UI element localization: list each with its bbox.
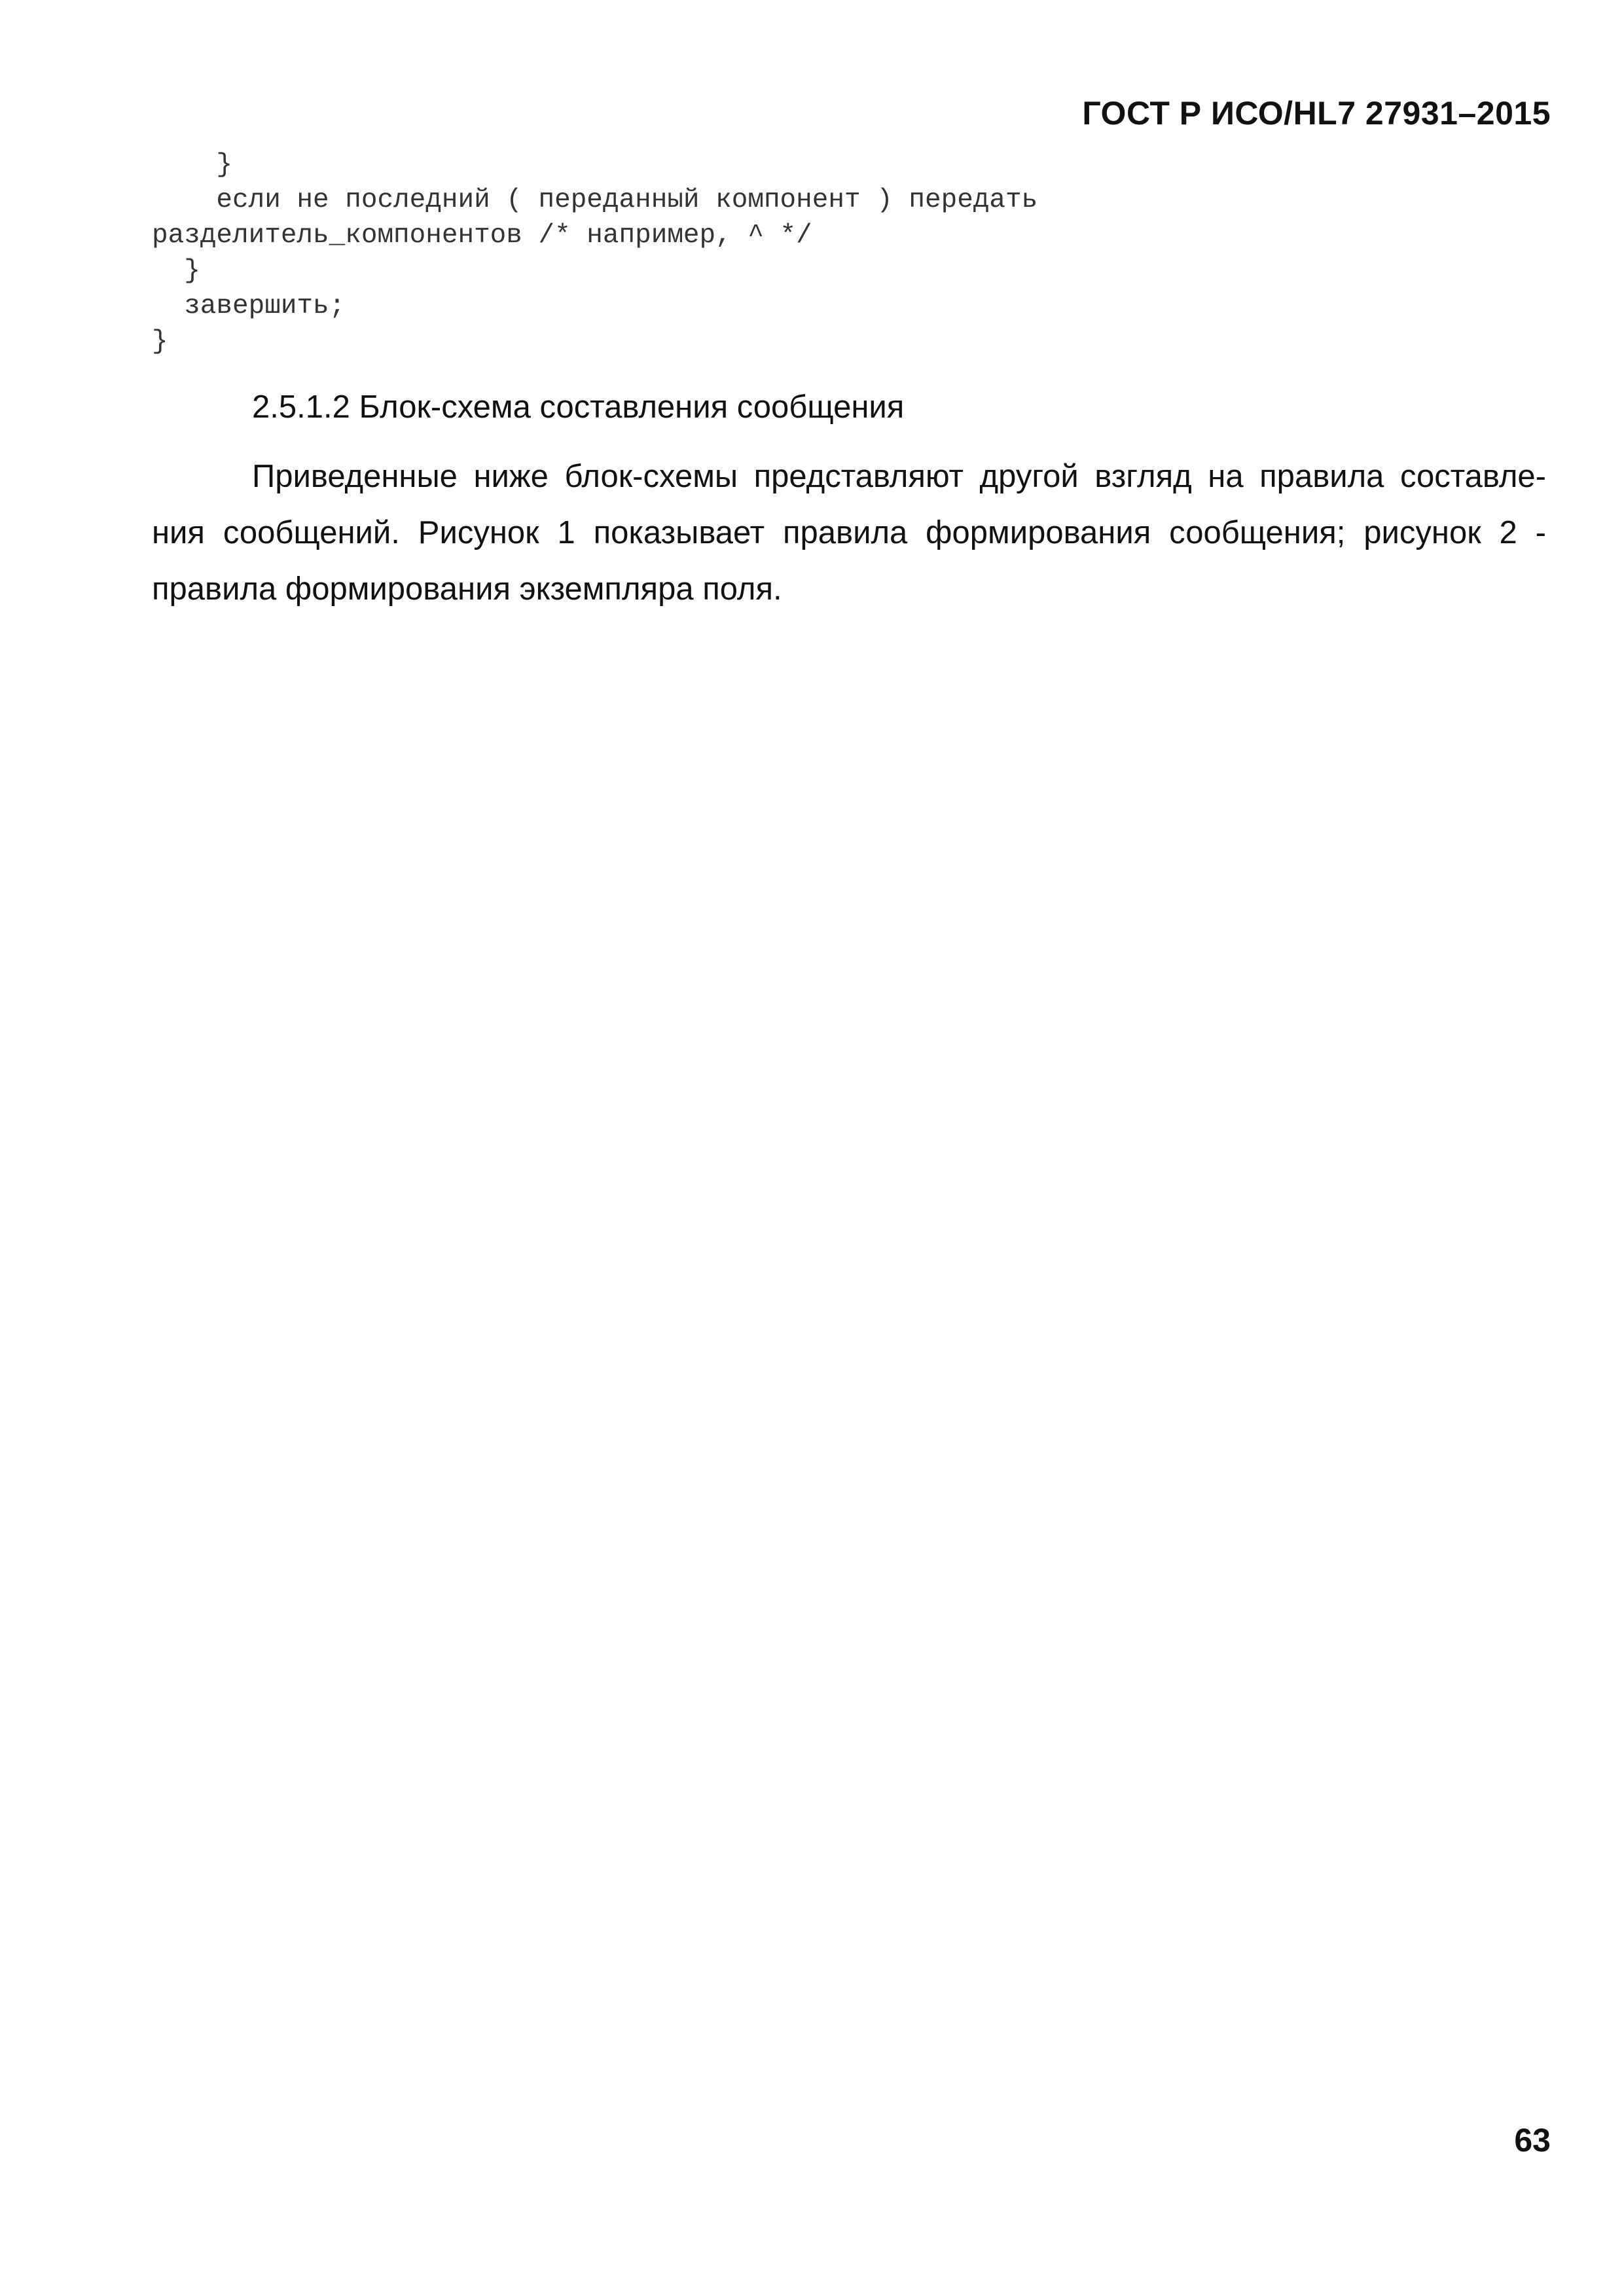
- body-paragraph: [152, 448, 1546, 617]
- code-line: }: [152, 150, 233, 180]
- paragraph-line: правила формирования экземпляра поля.: [152, 571, 782, 607]
- code-block: [152, 147, 1038, 359]
- code-line: }: [152, 327, 168, 357]
- code-line: завершить;: [152, 291, 346, 321]
- section-heading: 2.5.1.2 Блок-схема составления сообщения: [252, 389, 905, 425]
- document-header-standard-id: ГОСТ Р ИСО/HL7 27931–2015: [1082, 95, 1551, 132]
- code-line: если не последний ( переданный компонент ) передать: [152, 185, 1038, 215]
- paragraph-line: ния сообщений. Рисунок 1 показывает правила формирования сообщения; рисунок 2 -: [152, 515, 1546, 550]
- code-line: }: [152, 256, 200, 286]
- page-number: 63: [1514, 2122, 1551, 2159]
- paragraph-line: Приведенные ниже блок-схемы представляют другой взгляд на правила составле-: [252, 459, 1546, 494]
- code-line: разделитель_компонентов /* например, ^ */: [152, 221, 812, 251]
